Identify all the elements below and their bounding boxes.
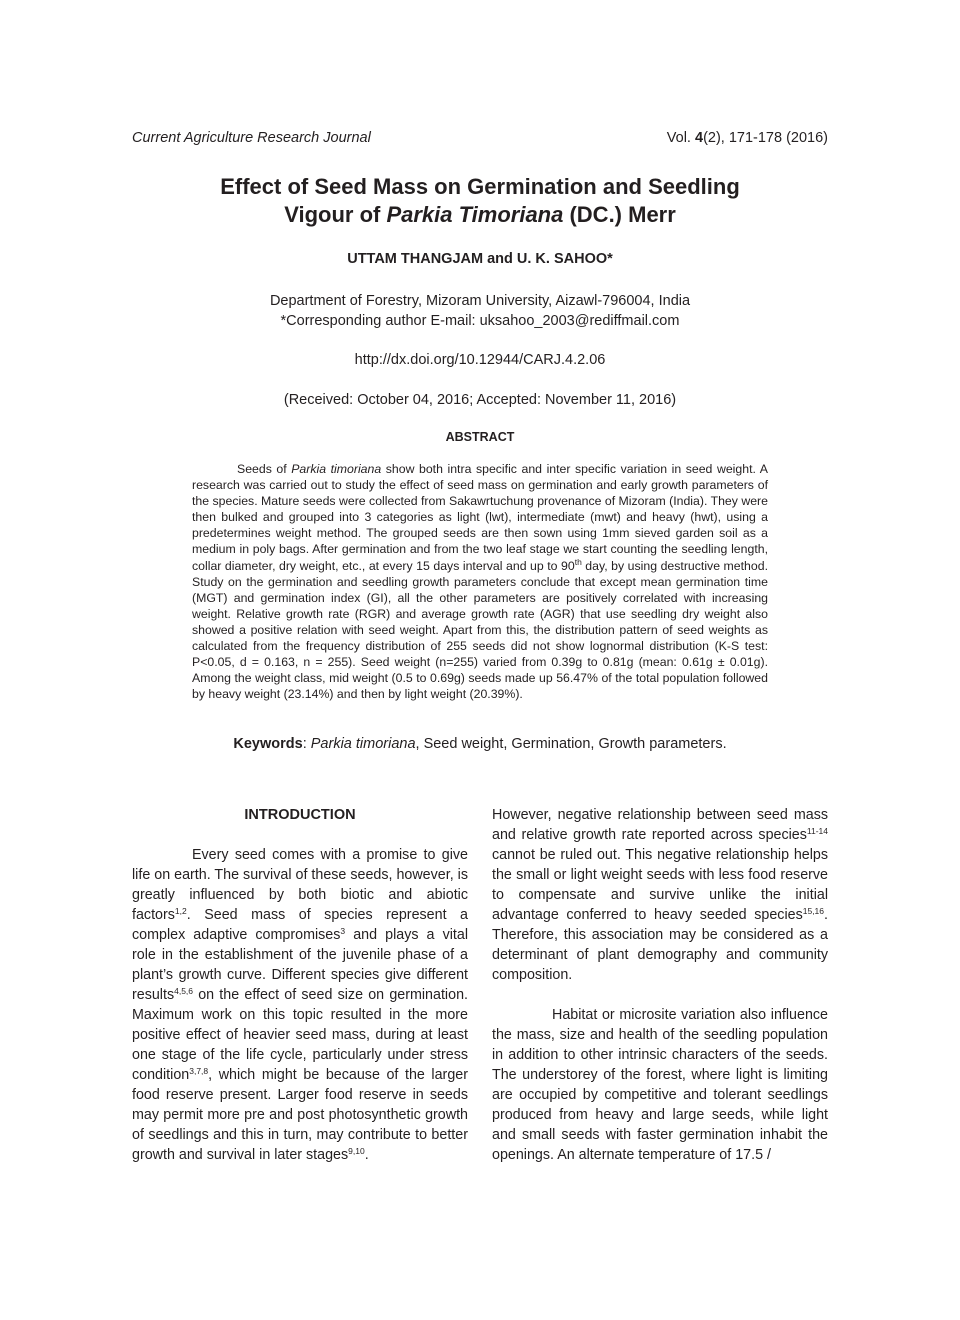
citation-superscript: 9,10 — [348, 1146, 365, 1156]
right-column — [492, 805, 828, 1165]
title-line-2-pre: Vigour of — [284, 202, 387, 227]
intro-p1-text-2: . Seed mass of species represent a complex adaptive compromises — [132, 907, 468, 943]
intro-p1-text-6: . — [364, 1147, 369, 1163]
intro-p1-text-4: on the effect of seed size on germination. Maximum work on this topic resulted in the more positive effect of heavier seed mass, during at least one stage of the life cycle, particularly under stress condition — [132, 987, 468, 1083]
intro-p2-text-1: However, negative relationship between seed mass and relative growth rate reported across species — [492, 807, 828, 843]
abstract-superscript: th — [574, 556, 582, 567]
received-accepted-dates: (Received: October 04, 2016; Accepted: November 11, 2016) — [283, 392, 677, 408]
running-head — [132, 130, 828, 150]
intro-p1-text-1: Every seed comes with a promise to give life on earth. The survival of these seeds, however, is greatly influenced by both biotic and abiotic factors — [132, 847, 468, 923]
abstract-species: Parkia timoriana — [291, 462, 382, 476]
abstract-text-2: day, by using destructive method. Study on the germination and seedling growth parameters conclude that except mean germination time (MGT) and germination index (GI), all the other parameters are positively correlated with increasing weight. Relative growth rate (RGR) and average growth rate (AGR) that use seedling dry weight also showed a positive relation with seed weight. Apart from this, the distribution pattern of seed weights as calculated from the frequency distribution of 255 seeds did not show lognormal distribution (K-S test: P<0.05, d = 0.163, n = 255). Seed weight (n=255) varied from 0.39g to 0.81g (mean: 0.61g ± 0.01g). Among the weight class, mid weight (0.5 to 0.69g) seeds made up 56.47% of the total population followed by heavy weight (23.14%) and then by light weight (20.39%). — [192, 558, 768, 702]
volume-prefix: Vol. — [666, 130, 695, 146]
title-species: Parkia Timoriana — [386, 202, 564, 227]
affiliation: Department of Forestry, Mizoram University, Aizawl-796004, India — [269, 293, 691, 309]
intro-paragraph-1 — [132, 845, 468, 1165]
intro-paragraph-3: Habitat or microsite variation also influence the mass, size and health of the seedling population in addition to other intrinsic characters of the seeds. The understorey of the forest, where light is limiting are occupied by competitive and tolerant seedlings produced from heavy and large seeds, while light and small seeds with faster germination inhabit the openings. An alternate temperature of 17.5 / — [492, 1007, 828, 1163]
abstract-text-pre: Seeds of — [237, 462, 292, 476]
volume-number: 4 — [694, 130, 704, 146]
abstract-body — [192, 461, 768, 702]
citation-superscript: 3,7,8 — [189, 1066, 209, 1076]
doi-link[interactable]: http://dx.doi.org/10.12944/CARJ.4.2.06 — [354, 352, 606, 368]
intro-p2-text-3: . Therefore, this association may be considered as a determinant of plant demography and community composition. — [492, 907, 828, 983]
title-line-1: Effect of Seed Mass on Germination and Seedling — [220, 174, 740, 199]
keywords-rest: , Seed weight, Germination, Growth parameters. — [415, 736, 727, 752]
abstract-paragraph — [192, 461, 768, 702]
intro-paragraph-2 — [492, 805, 828, 985]
abstract-heading: ABSTRACT — [445, 430, 515, 444]
affiliation-block — [132, 291, 828, 331]
title-line-2-post: (DC.) Merr — [563, 202, 676, 227]
intro-p1-text-3: and plays a vital role in the establishment of the juvenile phase of a plant’s growth curve. Different species give different results — [132, 927, 468, 1003]
volume-pages: (2), 171-178 (2016) — [703, 130, 828, 146]
title-line-2 — [132, 201, 828, 229]
introduction-heading: INTRODUCTION — [244, 807, 356, 823]
volume-info — [667, 130, 828, 146]
citation-superscript: 11-14 — [806, 826, 828, 836]
keywords — [132, 736, 828, 752]
intro-p2-text-2: cannot be ruled out. This negative relationship helps the small or light weight seeds with less food reserve to compensate and survive unlike the initial advantage conferred to heavy seeded species — [492, 847, 828, 923]
intro-p1-text-5: , which might be because of the larger food reserve present. Larger food reserve in seeds may permit more pre and post photosynthetic growth of seedlings and this in turn, may contribute to better growth and survival in later stages — [132, 1067, 468, 1163]
keywords-label: Keywords — [233, 736, 303, 752]
journal-name: Current Agriculture Research Journal — [132, 130, 371, 146]
citation-superscript: 4,5,6 — [174, 986, 194, 996]
keywords-species: Parkia timoriana — [310, 736, 416, 752]
paper-title — [132, 173, 828, 229]
citation-superscript: 15,16 — [802, 906, 825, 916]
citation-superscript: 1,2 — [174, 906, 187, 916]
abstract-text-1: show both intra specific and inter specific variation in seed weight. A research was carried out to study the effect of seed mass on germination and early growth parameters of the species. Mature seeds were collected from Sakawrtuchung provenance of Mizoram (India). They were then bulked and grouped into 3 categories as light (lwt), intermediate (mwt) and heavy (hwt), using a predetermines weight method. The grouped seeds are then sown using 1mm sieved garden soil as a medium in poly bags. After germination and from the two leaf stage we start counting the seedling length, collar diameter, dry weight, etc., at every 15 days interval and up to 90 — [192, 462, 768, 573]
corresponding-author: *Corresponding author E-mail: uksahoo_2003@rediffmail.com — [280, 313, 680, 329]
keywords-sep: : — [302, 736, 311, 752]
left-column — [132, 805, 468, 1165]
citation-superscript: 3 — [340, 926, 346, 936]
authors: UTTAM THANGJAM and U. K. SAHOO* — [347, 251, 613, 267]
